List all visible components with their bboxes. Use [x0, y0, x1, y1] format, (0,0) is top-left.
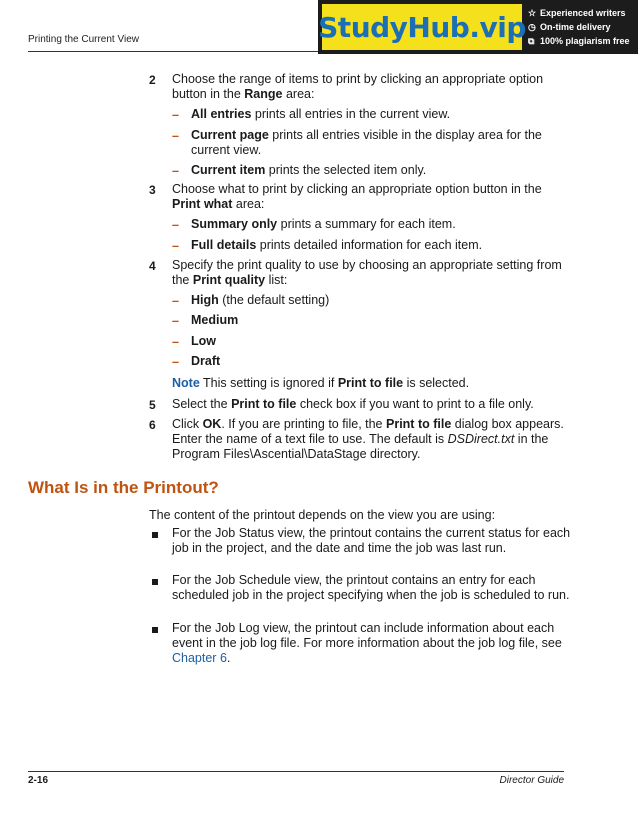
step-number: 2 — [149, 73, 156, 87]
section-intro: The content of the printout depends on the view you are using: — [149, 508, 496, 522]
badge-text: 100% plagiarism free — [540, 36, 630, 46]
dash-marker: – — [172, 218, 179, 232]
chapter-6-link[interactable]: Chapter 6 — [172, 651, 227, 665]
step-number: 6 — [149, 418, 156, 432]
step-4-text: Specify the print quality to use by choosing an appropriate setting from the Print quality list: — [172, 258, 562, 287]
bullet-square — [152, 579, 158, 585]
step-number: 4 — [149, 259, 156, 273]
option-all-entries: All entries prints all entries in the current view. — [191, 107, 451, 121]
running-header: Printing the Current View — [28, 34, 139, 45]
quality-high: High (the default setting) — [191, 293, 330, 307]
quality-draft: Draft — [191, 354, 221, 368]
option-current-page: Current page prints all entries visible in the display area for the current view. — [191, 128, 542, 157]
step-3-text: Choose what to print by clicking an appropriate option button in the Print what area: — [172, 182, 542, 211]
step-number: 5 — [149, 398, 156, 412]
option-summary-only: Summary only prints a summary for each item. — [191, 217, 456, 231]
dash-marker: – — [172, 108, 179, 122]
dash-marker: – — [172, 294, 179, 308]
quality-medium: Medium — [191, 313, 239, 327]
bullet-job-status: For the Job Status view, the printout contains the current status for each job in the project, and the date and time the job was last run. — [172, 526, 571, 555]
option-full-details: Full details prints detailed information for each item. — [191, 238, 483, 252]
step-5-text: Select the Print to file check box if you want to print to a file only. — [172, 397, 534, 411]
bullet-job-schedule: For the Job Schedule view, the printout contains an entry for each scheduled job in the project specifying when the job is scheduled to run. — [172, 573, 570, 602]
note: Note This setting is ignored if Print to file is selected. — [172, 376, 470, 390]
dash-marker: – — [172, 129, 179, 143]
badge-item — [528, 6, 630, 20]
ad-banner[interactable] — [318, 0, 638, 54]
dash-marker: – — [172, 314, 179, 328]
bullet-square — [152, 532, 158, 538]
step-2-text: Choose the range of items to print by clicking an appropriate option button in the Range area: — [172, 72, 544, 101]
badge-text: Experienced writers — [540, 8, 626, 18]
section-heading: What Is in the Printout? — [28, 478, 219, 497]
star-icon: ☆ — [528, 8, 537, 18]
dash-marker: – — [172, 335, 179, 349]
footer-rule — [28, 771, 564, 772]
step-number: 3 — [149, 183, 156, 197]
page-number: 2-16 — [28, 775, 49, 786]
dash-marker: – — [172, 355, 179, 369]
quality-low: Low — [191, 334, 216, 348]
guide-title: Director Guide — [499, 775, 564, 786]
copy-icon: ⧉ — [528, 36, 535, 46]
bullet-job-log: For the Job Log view, the printout can include information about each event in the job log file. For more information about the job log file, see Chapter 6. — [172, 621, 562, 665]
bullet-square — [152, 627, 158, 633]
clock-icon: ◷ — [528, 22, 536, 32]
option-current-item: Current item prints the selected item only. — [191, 163, 427, 177]
note-label: Note — [172, 376, 200, 390]
dash-marker: – — [172, 239, 179, 253]
badge-list — [528, 6, 630, 48]
brand-logo[interactable]: StudyHub.vip — [322, 4, 522, 50]
dash-marker: – — [172, 164, 179, 178]
badge-item — [528, 20, 630, 34]
step-6-text: Click OK. If you are printing to file, the Print to file dialog box appears. Enter the name of a text file to use. The default is DSDirect.txt in the Program Files\Ascential\DataStage directory. — [172, 417, 564, 461]
badge-item — [528, 34, 630, 48]
badge-text: On-time delivery — [540, 22, 611, 32]
header-rule — [28, 51, 334, 52]
